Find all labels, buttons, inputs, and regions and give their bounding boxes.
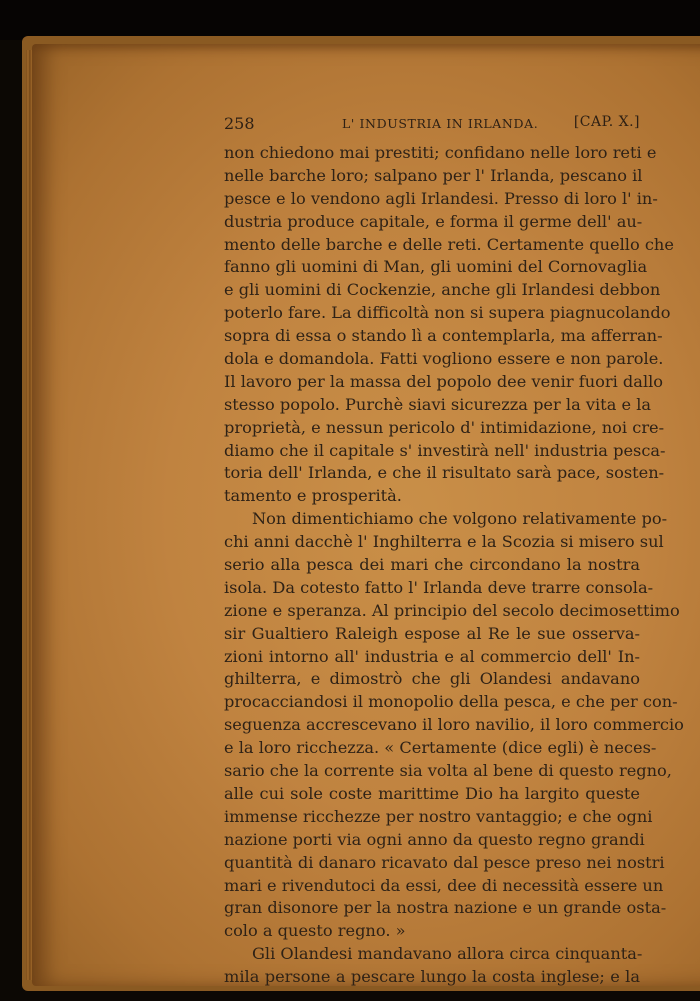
text-line: toria dell' Irlanda, e che il risultato sarà pace, sosten- <box>224 463 665 483</box>
text-line: proprietà, e nessun pericolo d' intimidazione, noi cre- <box>224 417 665 437</box>
text-line: Gli Olandesi mandavano allora circa cinquanta- <box>252 944 643 964</box>
text-line: tamento e prosperità. <box>224 486 402 506</box>
running-title: L' INDUSTRIA IN IRLANDA. <box>342 116 539 131</box>
text-line: e la loro ricchezza. « Certamente (dice egli) è neces- <box>224 738 657 758</box>
text-line: diamo che il capitale s' investirà nell' industria pesca- <box>224 440 666 460</box>
text-line: sir Gualtiero Raleigh espose al Re le sue osserva- <box>224 623 640 643</box>
page-number: 258 <box>224 114 255 133</box>
text-line: mari e rivendutoci da essi, dee di necessità essere un <box>224 875 664 895</box>
text-line: fanno gli uomini di Man, gli uomini del Cornovaglia <box>224 257 648 277</box>
text-line: colo a questo regno. » <box>224 921 406 941</box>
chapter-label: [CAP. X.] <box>573 114 640 130</box>
text-line: mento delle barche e delle reti. Certamente quello che <box>224 234 674 254</box>
text-line: dola e domandola. Fatti vogliono essere e non parole. <box>224 349 664 369</box>
text-line: poterlo fare. La difficoltà non si supera piagnucolando <box>224 303 671 323</box>
text-line: sopra di essa o stando lì a contemplarla, ma afferran- <box>224 326 663 346</box>
text-line: quantità di danaro ricavato dal pesce preso nei nostri <box>224 852 665 872</box>
text-line: alle cui sole coste marittime Dio ha largito queste <box>224 783 640 803</box>
text-line: zione e speranza. Al principio del secolo decimosettimo <box>224 600 680 620</box>
text-line: nelle barche loro; salpano per l' Irlanda, pescano il <box>224 165 643 185</box>
text-line: procacciandosi il monopolio della pesca, e che per con- <box>224 692 678 712</box>
text-line: chi anni dacchè l' Inghilterra e la Scozia si misero sul <box>224 532 664 552</box>
text-line: Non dimentichiamo che volgono relativamente po- <box>252 509 668 529</box>
text-line: sario che la corrente sia volta al bene di questo regno, <box>224 761 672 781</box>
text-line: zioni intorno all' industria e al commercio dell' In- <box>224 646 640 666</box>
text-line: gran disonore per la nostra nazione e un grande osta- <box>224 898 667 918</box>
text-line: Il lavoro per la massa del popolo dee venir fuori dallo <box>224 371 664 391</box>
scan-background <box>0 0 700 40</box>
text-line: stesso popolo. Purchè siavi sicurezza per la vita e la <box>224 394 652 414</box>
text-line: immense ricchezze per nostro vantaggio; e che ogni <box>224 806 653 826</box>
body-text <box>224 142 684 989</box>
text-line: isola. Da cotesto fatto l' Irlanda deve trarre consola- <box>224 577 654 597</box>
text-line: e gli uomini di Cockenzie, anche gli Irlandesi debbon <box>224 280 661 300</box>
text-line: seguenza accrescevano il loro navilio, il loro commercio <box>224 715 684 735</box>
text-line: serio alla pesca dei mari che circondano la nostra <box>224 555 640 575</box>
text-line: pesce e lo vendono agli Irlandesi. Presso di loro l' in- <box>224 188 658 208</box>
text-line: nazione porti via ogni anno da questo regno grandi <box>224 829 645 849</box>
text-line: dustria produce capitale, e forma il germe dell' au- <box>224 211 643 231</box>
text-line: ghilterra, e dimostrò che gli Olandesi andavano <box>224 669 640 689</box>
text-line: non chiedono mai prestiti; confidano nelle loro reti e <box>224 143 657 162</box>
running-header <box>224 114 640 136</box>
text-line: mila persone a pescare lungo la costa inglese; e la <box>224 967 640 987</box>
